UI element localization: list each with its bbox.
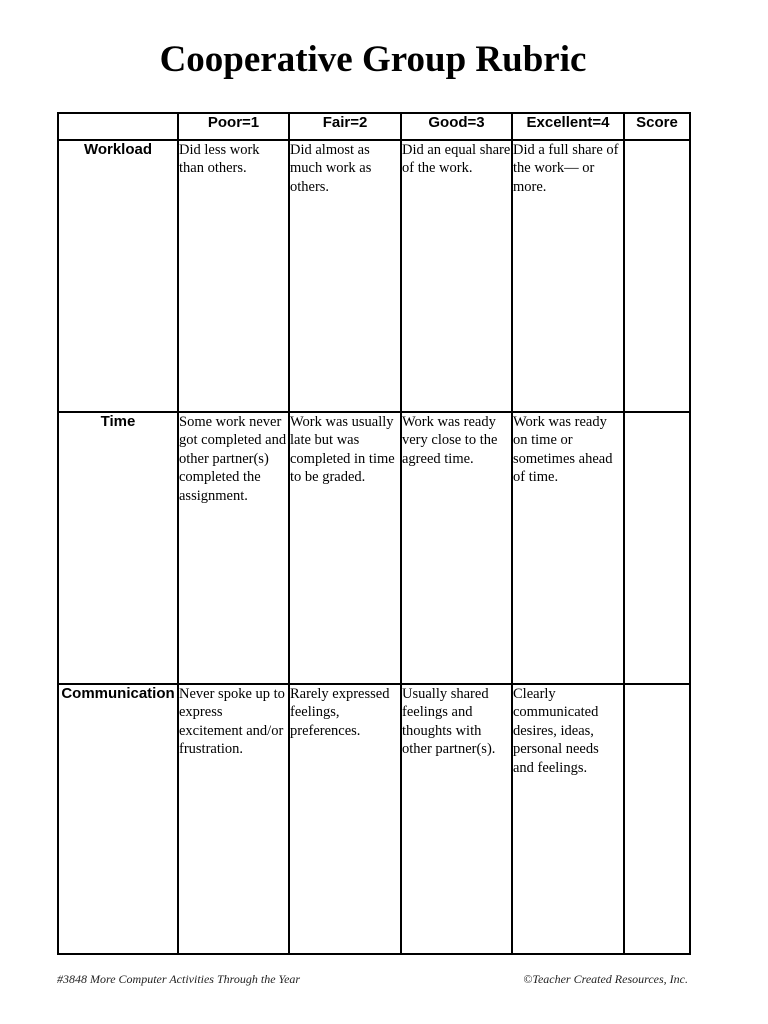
row-label-communication: Communication <box>58 684 178 954</box>
column-header-poor: Poor=1 <box>178 113 289 140</box>
rubric-table <box>57 112 691 955</box>
score-cell-communication[interactable] <box>624 684 690 954</box>
row-label-time: Time <box>58 412 178 684</box>
score-cell-workload[interactable] <box>624 140 690 412</box>
page-title: Cooperative Group Rubric <box>159 39 587 80</box>
column-header-excellent: Excellent=4 <box>512 113 624 140</box>
score-cell-time[interactable] <box>624 412 690 684</box>
footer-right-text: ©Teacher Created Resources, Inc. <box>523 972 688 986</box>
footer-left-text: #3848 More Computer Activities Through the Year <box>57 972 301 986</box>
column-header-fair: Fair=2 <box>289 113 401 140</box>
cell-time-fair: Work was usually late but was completed in time to be graded. <box>289 412 401 684</box>
header-row <box>58 113 690 140</box>
cell-communication-excellent: Clearly communicated desires, ideas, personal needs and feelings. <box>512 684 624 954</box>
cell-workload-poor: Did less work than others. <box>178 140 289 412</box>
table-row <box>58 140 690 412</box>
table-row <box>58 684 690 954</box>
cell-communication-good: Usually shared feelings and thoughts with other partner(s). <box>401 684 512 954</box>
cell-workload-fair: Did almost as much work as others. <box>289 140 401 412</box>
column-header-good: Good=3 <box>401 113 512 140</box>
cell-workload-excellent: Did a full share of the work— or more. <box>512 140 624 412</box>
table-row <box>58 412 690 684</box>
cell-time-poor: Some work never got completed and other partner(s) completed the assignment. <box>178 412 289 684</box>
cell-time-excellent: Work was ready on time or sometimes ahead of time. <box>512 412 624 684</box>
cell-workload-good: Did an equal share of the work. <box>401 140 512 412</box>
row-label-workload: Workload <box>58 140 178 412</box>
corner-cell <box>58 113 178 140</box>
cell-communication-poor: Never spoke up to express excitement and/or frustration. <box>178 684 289 954</box>
cell-communication-fair: Rarely expressed feelings, preferences. <box>289 684 401 954</box>
column-header-score: Score <box>624 113 690 140</box>
cell-time-good: Work was ready very close to the agreed time. <box>401 412 512 684</box>
